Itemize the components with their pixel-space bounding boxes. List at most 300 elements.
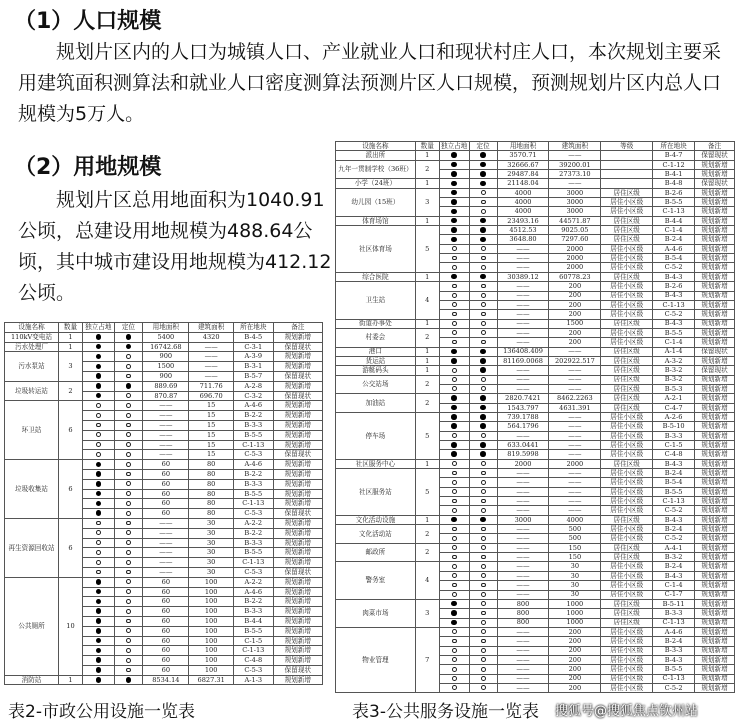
hollow-circle-icon: [452, 433, 457, 438]
independent-land-cell: [82, 332, 114, 342]
table-cell: C-3-1: [233, 342, 273, 352]
table-cell: ——: [497, 300, 549, 309]
location-cell: [469, 403, 497, 412]
hollow-circle-icon: [452, 657, 457, 662]
table-cell: 居住区级: [601, 394, 653, 403]
location-cell: [469, 207, 497, 216]
hollow-circle-icon: [96, 403, 101, 408]
table-cell: C-5-3: [233, 567, 273, 577]
table-cell: ——: [497, 674, 549, 683]
table-cell: 规划新增: [273, 460, 322, 470]
hollow-circle-icon: [96, 540, 101, 545]
table-cell: ——: [497, 328, 549, 337]
watermark: 搜狐号@搜狐焦点钦州站: [555, 704, 699, 719]
hollow-circle-icon: [452, 592, 457, 597]
table-cell: 规划新增: [695, 487, 735, 496]
table-cell: 居住区级: [601, 618, 653, 627]
location-cell: [469, 515, 497, 524]
table-cell: B-4-4: [233, 616, 273, 626]
hollow-circle-icon: [481, 527, 486, 532]
facility-name: 卫生站: [336, 282, 416, 319]
facility-count: 1: [415, 356, 439, 365]
filled-dot-icon: [126, 344, 132, 350]
table-cell: ——: [497, 291, 549, 300]
table-cell: 居住小区级: [601, 300, 653, 309]
facility-name: 再生资源回收站: [5, 518, 59, 577]
filled-dot-icon: [96, 628, 102, 634]
hollow-circle-icon: [126, 501, 131, 506]
hollow-circle-icon: [452, 471, 457, 476]
location-cell: [469, 319, 497, 328]
table-cell: 规划新增: [695, 394, 735, 403]
facility-name: 公共厕所: [5, 577, 59, 675]
hollow-circle-icon: [452, 555, 457, 560]
independent-land-cell: [439, 627, 469, 636]
table-cell: 3648.80: [497, 235, 549, 244]
column-header: 用地面积: [497, 142, 549, 151]
column-header: 独立占地: [82, 323, 114, 333]
table-cell: 规划新增: [695, 235, 735, 244]
facility-name: 肉菜市场: [336, 599, 416, 627]
table-cell: 60: [143, 607, 189, 617]
table-row: [336, 469, 735, 478]
independent-land-cell: [439, 375, 469, 384]
filled-dot-icon: [96, 657, 102, 663]
table-cell: ——: [497, 384, 549, 393]
facility-count: 2: [415, 375, 439, 394]
location-cell: [469, 674, 497, 683]
hollow-circle-icon: [481, 321, 486, 326]
table-cell: 居住小区级: [601, 683, 653, 692]
table-cell: C-1-5: [653, 441, 695, 450]
table-cell: 3000: [549, 188, 601, 197]
location-cell: [114, 420, 143, 430]
filled-dot-icon: [480, 349, 486, 355]
table-cell: 2000: [549, 263, 601, 272]
table-cell: ——: [497, 562, 549, 571]
location-cell: [469, 310, 497, 319]
table-cell: 500: [549, 525, 601, 534]
table-cell: 规划新增: [695, 590, 735, 599]
table-cell: 500: [549, 534, 601, 543]
column-header: 建筑面积: [189, 323, 234, 333]
table-cell: 200: [549, 646, 601, 655]
hollow-circle-icon: [126, 530, 131, 535]
facility-name: 邮政所: [336, 543, 416, 562]
hollow-circle-icon: [452, 386, 457, 391]
table-cell: 80: [189, 479, 234, 489]
location-cell: [469, 627, 497, 636]
hollow-circle-icon: [126, 472, 131, 477]
hollow-circle-icon: [96, 423, 101, 428]
facility-name: 停车场: [336, 412, 416, 459]
location-cell: [114, 558, 143, 568]
hollow-circle-icon: [481, 200, 486, 205]
hollow-circle-icon: [452, 340, 457, 345]
table-cell: C-1-4: [653, 226, 695, 235]
hollow-circle-icon: [452, 302, 457, 307]
hollow-circle-icon: [481, 340, 486, 345]
table-cell: A-3-2: [653, 356, 695, 365]
table-cell: ——: [497, 581, 549, 590]
location-cell: [114, 597, 143, 607]
table-cell: B-5-5: [233, 548, 273, 558]
filled-dot-icon: [96, 334, 102, 340]
hollow-circle-icon: [126, 521, 131, 526]
column-header: 建筑面积: [549, 142, 601, 151]
hollow-circle-icon: [452, 284, 457, 289]
column-header: 数量: [59, 323, 83, 333]
hollow-circle-icon: [481, 265, 486, 270]
table-cell: 202922.517: [549, 356, 601, 365]
filled-dot-icon: [96, 501, 102, 507]
table-cell: 7297.60: [549, 235, 601, 244]
table-cell: 889.69: [143, 381, 189, 391]
table-cell: ——: [497, 254, 549, 263]
location-cell: [469, 525, 497, 534]
facility-name: 社区服务站: [336, 469, 416, 516]
table-cell: ——: [497, 665, 549, 674]
table-cell: B-3-3: [233, 607, 273, 617]
table-cell: 规划新增: [273, 440, 322, 450]
independent-land-cell: [82, 401, 114, 411]
table-cell: 规划新增: [695, 618, 735, 627]
independent-land-cell: [439, 338, 469, 347]
facility-name: 社区体育场: [336, 226, 416, 273]
location-cell: [469, 282, 497, 291]
filled-dot-icon: [96, 354, 102, 360]
location-cell: [469, 179, 497, 188]
table-cell: 规划新增: [695, 627, 735, 636]
table-cell: ——: [143, 558, 189, 568]
table-cell: A-2-6: [653, 412, 695, 421]
table-cell: C-4-8: [653, 450, 695, 459]
location-cell: [469, 581, 497, 590]
facility-name: 垃圾转运站: [5, 381, 59, 401]
table-cell: 15: [189, 420, 234, 430]
table-cell: 规划新增: [273, 381, 322, 391]
table-cell: 4000: [497, 188, 549, 197]
hollow-circle-icon: [126, 481, 131, 486]
table-cell: 30: [189, 567, 234, 577]
table-row: [5, 352, 323, 362]
table-cell: ——: [497, 319, 549, 328]
table-cell: B-5-10: [653, 422, 695, 431]
location-cell: [114, 469, 143, 479]
hollow-circle-icon: [126, 638, 131, 643]
facility-count: 7: [415, 627, 439, 692]
facility-name: 街道办事处: [336, 319, 416, 328]
hollow-circle-icon: [96, 432, 101, 437]
independent-land-cell: [82, 646, 114, 656]
filled-dot-icon: [96, 491, 102, 497]
table-cell: ——: [497, 683, 549, 692]
facility-name: 游艇码头: [336, 366, 416, 375]
filled-dot-icon: [96, 677, 102, 683]
table-cell: 保留现状: [273, 567, 322, 577]
hollow-circle-icon: [126, 658, 131, 663]
filled-dot-icon: [451, 423, 457, 429]
table-cell: 100: [189, 656, 234, 666]
table-cell: 1000: [549, 609, 601, 618]
independent-land-cell: [439, 478, 469, 487]
table-cell: B-3-1: [233, 362, 273, 372]
independent-land-cell: [82, 460, 114, 470]
filled-dot-icon: [451, 171, 457, 177]
table-cell: ——: [549, 497, 601, 506]
table-cell: 15: [189, 450, 234, 460]
location-cell: [469, 188, 497, 197]
independent-land-cell: [82, 616, 114, 626]
independent-land-cell: [82, 665, 114, 675]
table-cell: ——: [549, 441, 601, 450]
table-cell: 居住区级: [601, 347, 653, 356]
table-cell: 规划新增: [695, 637, 735, 646]
location-cell: [469, 655, 497, 664]
table-cell: 保留现状: [695, 366, 735, 375]
table-cell: 规划新增: [695, 674, 735, 683]
independent-land-cell: [439, 319, 469, 328]
public-service-facilities-table: [335, 141, 735, 693]
table-cell: B-3-2: [653, 553, 695, 562]
table-row: [336, 216, 735, 225]
table-cell: B-2-2: [233, 597, 273, 607]
table-cell: 规划新增: [695, 188, 735, 197]
hollow-circle-icon: [481, 209, 486, 214]
independent-land-cell: [82, 450, 114, 460]
table-row: [5, 577, 323, 587]
facility-count: 3: [415, 599, 439, 627]
table-cell: B-2-4: [653, 469, 695, 478]
hollow-circle-icon: [452, 685, 457, 690]
hollow-circle-icon: [126, 560, 131, 565]
table-cell: 900: [143, 352, 189, 362]
table-cell: 15: [189, 401, 234, 411]
section2-paragraph: 规划片区总用地面积为1040.91公顷，总建设用地规模为488.64公顷，其中城市建设用地规模为412.12公顷。: [18, 189, 332, 304]
filled-dot-icon: [451, 190, 457, 196]
table-cell: B-2-4: [653, 235, 695, 244]
filled-dot-icon: [96, 462, 102, 468]
independent-land-cell: [439, 179, 469, 188]
location-cell: [114, 646, 143, 656]
facility-name: 九年一贯制学校（36班）: [336, 160, 416, 179]
table-cell: ——: [497, 244, 549, 253]
hollow-circle-icon: [452, 321, 457, 326]
table-cell: 规划新增: [273, 332, 322, 342]
location-cell: [114, 528, 143, 538]
table-cell: 1000: [549, 618, 601, 627]
location-cell: [469, 478, 497, 487]
table-cell: 规划新增: [695, 291, 735, 300]
facility-name: 村委会: [336, 328, 416, 347]
table-cell: 15: [189, 440, 234, 450]
table-cell: 居住小区级: [601, 254, 653, 263]
table-cell: B-5-5: [233, 430, 273, 440]
table-cell: 200: [549, 637, 601, 646]
table-cell: ——: [143, 440, 189, 450]
table-cell: 居住区级: [601, 543, 653, 552]
hollow-circle-icon: [452, 536, 457, 541]
table-cell: A-1-3: [233, 675, 273, 685]
hollow-circle-icon: [452, 583, 457, 588]
facility-count: 1: [415, 216, 439, 225]
table-cell: 60: [143, 665, 189, 675]
table-cell: 81169.0068: [497, 356, 549, 365]
independent-land-cell: [439, 263, 469, 272]
independent-land-cell: [439, 562, 469, 571]
table-cell: 2820.7421: [497, 394, 549, 403]
facility-count: 1: [59, 332, 83, 342]
hollow-circle-icon: [481, 312, 486, 317]
location-cell: [114, 430, 143, 440]
table-row: [336, 375, 735, 384]
facility-name: 幼儿园（15班）: [336, 188, 416, 216]
table-row: [5, 401, 323, 411]
independent-land-cell: [439, 412, 469, 421]
table-cell: 规划新增: [273, 626, 322, 636]
table-cell: C-5-2: [653, 310, 695, 319]
table-cell: 规划新增: [695, 562, 735, 571]
location-cell: [114, 577, 143, 587]
table-cell: 保留现状: [695, 347, 735, 356]
table-cell: ——: [549, 478, 601, 487]
table-cell: 规划新增: [273, 538, 322, 548]
location-cell: [469, 609, 497, 618]
location-cell: [114, 656, 143, 666]
facility-count: 1: [59, 342, 83, 352]
location-cell: [469, 384, 497, 393]
hollow-circle-icon: [481, 508, 486, 513]
facility-name: 派出所: [336, 151, 416, 160]
table-cell: ——: [497, 282, 549, 291]
table-cell: ——: [497, 338, 549, 347]
hollow-circle-icon: [452, 330, 457, 335]
independent-land-cell: [439, 665, 469, 674]
table-cell: B-3-3: [233, 479, 273, 489]
facility-name: 加油站: [336, 394, 416, 413]
table-row: [336, 272, 735, 281]
filled-dot-icon: [480, 171, 486, 177]
column-header: 等级: [601, 142, 653, 151]
table-cell: B-2-2: [233, 411, 273, 421]
independent-land-cell: [82, 411, 114, 421]
table-cell: ——: [549, 151, 601, 160]
location-cell: [469, 170, 497, 179]
table-cell: ——: [497, 497, 549, 506]
table-cell: 规划新增: [695, 254, 735, 263]
table-cell: 规划新增: [695, 272, 735, 281]
facility-count: 5: [415, 226, 439, 273]
table-cell: C-1-13: [233, 499, 273, 509]
table-cell: 27373.10: [549, 170, 601, 179]
hollow-circle-icon: [452, 629, 457, 634]
hollow-circle-icon: [452, 648, 457, 653]
table-cell: 规划新增: [273, 577, 322, 587]
hollow-circle-icon: [96, 560, 101, 565]
table-cell: 150: [549, 553, 601, 562]
table-cell: 711.76: [189, 381, 234, 391]
facility-count: 1: [415, 366, 439, 375]
table-cell: 739.1788: [497, 412, 549, 421]
hollow-circle-icon: [481, 190, 486, 195]
column-header: 备注: [273, 323, 322, 333]
table-cell: 规划新增: [695, 506, 735, 515]
hollow-circle-icon: [126, 609, 131, 614]
facility-count: 5: [415, 469, 439, 516]
table-cell: C-1-5: [233, 636, 273, 646]
table-cell: C-4-8: [233, 656, 273, 666]
table-cell: 规划新增: [273, 479, 322, 489]
location-cell: [114, 499, 143, 509]
table-cell: 规划新增: [695, 599, 735, 608]
facility-count: 2: [415, 394, 439, 413]
table-cell: 规划新增: [695, 198, 735, 207]
location-cell: [114, 332, 143, 342]
filled-dot-icon: [96, 599, 102, 605]
hollow-circle-icon: [452, 676, 457, 681]
table-cell: 规划新增: [695, 356, 735, 365]
table-cell: C-1-13: [653, 618, 695, 627]
table-cell: C-1-13: [653, 674, 695, 683]
table-cell: 696.70: [189, 391, 234, 401]
independent-land-cell: [82, 558, 114, 568]
location-cell: [114, 616, 143, 626]
table-cell: 800: [497, 599, 549, 608]
location-cell: [469, 356, 497, 365]
independent-land-cell: [439, 431, 469, 440]
facility-name: 体育场馆: [336, 216, 416, 225]
location-cell: [114, 509, 143, 519]
table-cell: B-4-3: [653, 272, 695, 281]
filled-dot-icon: [451, 181, 457, 187]
location-cell: [469, 683, 497, 692]
independent-land-cell: [439, 525, 469, 534]
table-cell: ——: [497, 543, 549, 552]
column-header: 备注: [695, 142, 735, 151]
table-cell: 30: [189, 548, 234, 558]
table-cell: 规划新增: [695, 207, 735, 216]
location-cell: [114, 440, 143, 450]
table-cell: 100: [189, 636, 234, 646]
hollow-circle-icon: [126, 540, 131, 545]
table-row: [336, 412, 735, 421]
table-cell: 居住区级: [601, 515, 653, 524]
independent-land-cell: [439, 506, 469, 515]
facility-count: 6: [59, 401, 83, 460]
table-cell: [601, 179, 653, 188]
location-cell: [469, 263, 497, 272]
hollow-circle-icon: [481, 639, 486, 644]
table-cell: ——: [549, 450, 601, 459]
location-cell: [469, 562, 497, 571]
table-cell: 30: [189, 518, 234, 528]
table-cell: 居住小区级: [601, 422, 653, 431]
table-cell: 居住区级: [601, 553, 653, 562]
table-cell: 规划新增: [273, 636, 322, 646]
table-cell: 规划新增: [273, 548, 322, 558]
table-cell: ——: [143, 401, 189, 411]
facility-name: 文化活动站: [336, 525, 416, 544]
facility-name: 物业管理: [336, 627, 416, 692]
table-cell: 规划新增: [273, 430, 322, 440]
table-cell: ——: [189, 352, 234, 362]
filled-dot-icon: [480, 367, 486, 373]
hollow-circle-icon: [481, 555, 486, 560]
table-cell: ——: [497, 525, 549, 534]
filled-dot-icon: [451, 162, 457, 168]
table-cell: 居住区级: [601, 459, 653, 468]
independent-land-cell: [439, 487, 469, 496]
